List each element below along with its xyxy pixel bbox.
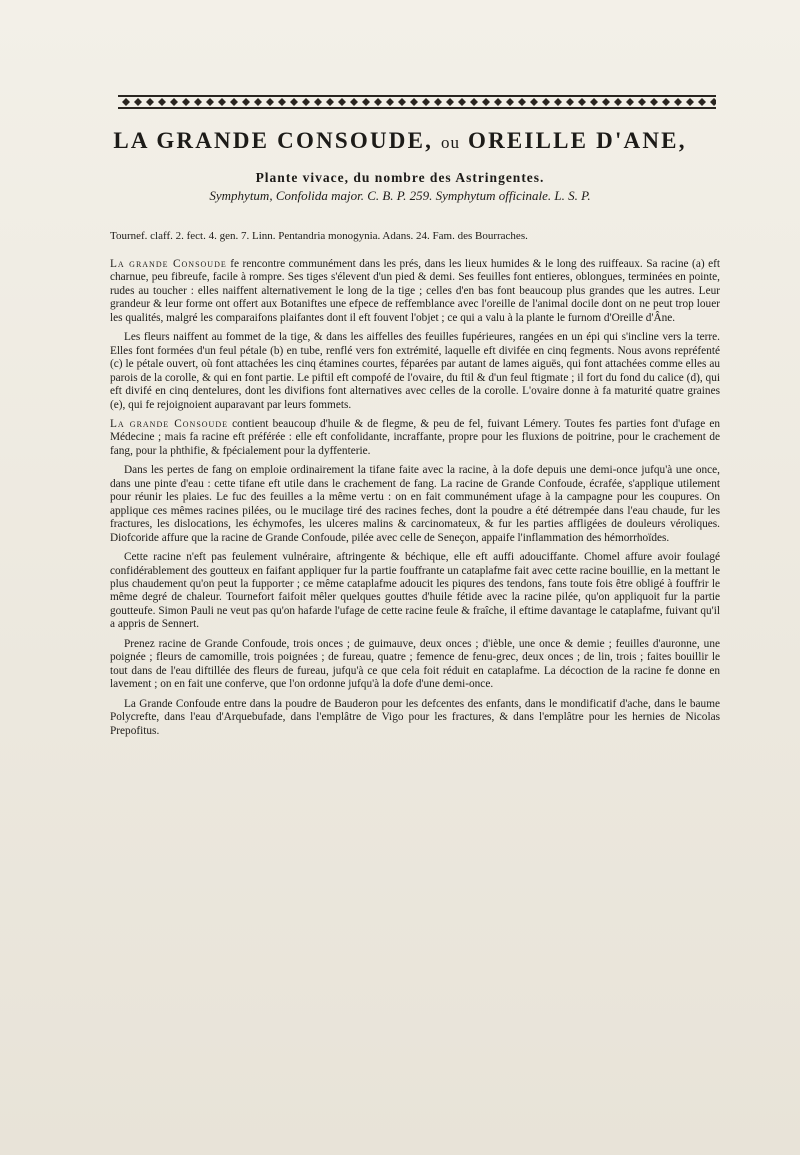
ornament-motif: [122, 98, 130, 106]
ornament-motif: [206, 98, 214, 106]
ornament-motif: [590, 98, 598, 106]
references-line: Tournef. claff. 2. fect. 4. gen. 7. Linn. Pentandria monogynia. Adans. 24. Fam. des Bourraches.: [110, 230, 528, 242]
ornament-motif: [674, 98, 682, 106]
ornament-motif: [614, 98, 622, 106]
ornament-motif: [302, 98, 310, 106]
ornament-motif: [194, 98, 202, 106]
body-paragraph: [110, 638, 720, 692]
ornament-motif: [314, 98, 322, 106]
paragraph-text: Cette racine n'eft pas feulement vulnéraire, aftringente & béchique, elle eft auffi adouciffante. Chomel affure avoir foulagé confidérablement des goutteux en faifant appliquer fur la partie fouffrante un cataplafme fait avec cette racine bouillie, en la mettant le plus chaudement qu'on peut la fupporter ; ce même cataplafme adoucit les piqures des tendons, fans toute fois être obligé à fouffrir le même degré de chaleur. Tournefort faifoit mêler quelques gouttes d'huile fétide avec la racine pilée, qu'on appliquoit fur la partie goutteufe. Simon Pauli ne veut pas qu'on hafarde l'ufage de cette racine feule & fraîche, il eftime davantage le cataplafme, fuivant qu'il a appris de Sennert.: [110, 551, 720, 631]
ornament-motif: [362, 98, 370, 106]
ornament-motif: [326, 98, 334, 106]
ornament-motif: [506, 98, 514, 106]
paragraph-text: fe rencontre communément dans les prés, dans les lieux humides & le long des ruiffeaux. Sa racine (a) eft charnue, peu fibreufe, facile à rompre. Ses tiges s'élevent d'un pied & demi. Ses feuilles font entieres, oblongues, terminées en pointe, rudes au toucher : elles naiffent alternativement le long de la tige ; celles d'en bas font beaucoup plus grandes que les autres. Leur grandeur & leur forme ont offert aux Botaniftes une efpece de reffemblance avec l'oreille de l'animal docile dont on ne peut trop louer les qualités, malgré les comparaifons plaifantes dont il eft fouvent l'objet ; ce qui a valu à la plante le furnom d'Oreille d'Âne.: [110, 258, 720, 324]
ornament-motif: [518, 98, 526, 106]
synonyms-line: Symphytum, Confolida major. C. B. P. 259. Symphytum officinale. L. S. P.: [209, 188, 591, 203]
ornament-motif: [638, 98, 646, 106]
ornament-motif: [446, 98, 454, 106]
ornament-motif: [134, 98, 142, 106]
ornament-motif: [698, 98, 706, 106]
ornament-motif: [410, 98, 418, 106]
ornament-motif: [422, 98, 430, 106]
paragraph-text: Dans les pertes de fang on emploie ordinairement la tifane faite avec la racine, à la dofe depuis une demi-once jufqu'à une once, dans une pinte d'eau : cette tifane eft utile dans le crachement de fang. La racine de Grande Confoude, écrafée, s'applique utilement pour réunir les plaies. Le fuc des feuilles a la même vertu : on en fait communément ufage à la campagne pour les coupures. On applique ces mêmes racines pilées, ou le mucilage tiré des racines feches, dont la poudre a été détrempée dans l'eau chaude, fur les fractures, les dislocations, les échymofes, les ulceres malins & carcinomateux, & fur les parties affligées de douleurs véroliques. Diofcoride affure que la racine de Grande Confoude, pilée avec celle de Seneçon, appaife l'inflammation des hémorrhoïdes.: [110, 464, 720, 544]
ornament-motif: [242, 98, 250, 106]
ornament-motif: [542, 98, 550, 106]
ornament-motif: [554, 98, 562, 106]
ornament-motif: [530, 98, 538, 106]
title-or: ou: [441, 133, 461, 152]
body-paragraph: [110, 551, 720, 632]
ornament-motif: [230, 98, 238, 106]
ornament-motif: [470, 98, 478, 106]
body-paragraph: [110, 418, 720, 458]
body-paragraph: [110, 331, 720, 412]
paragraph-text: La Grande Confoude entre dans la poudre de Bauderon pour les defcentes des enfants, dans le mondificatif d'ache, dans le baume Polycrefte, dans l'eau d'Arquebufade, dans l'emplâtre de Vigo pour les fractures, & dans l'emplâtre pour les hernies de Nicolas Prepofitus.: [110, 697, 720, 737]
ornament-motif: [278, 98, 286, 106]
ornament-motif: [266, 98, 274, 106]
ornament-motif: [482, 98, 490, 106]
ornament-motif: [650, 98, 658, 106]
ornamental-border: [118, 92, 716, 112]
page-title: [0, 128, 800, 154]
paragraph-text: Les fleurs naiffent au fommet de la tige, & dans les aiffelles des feuilles fupérieures, rangées en un épi qui s'incline vers la terre. Elles font formées d'un feul pétale (b) en tube, renflé vers fon extrémité, laquelle eft divifée en cinq fegments. Nous avons repréfenté (c) le pétale ouvert, où font attachées les cinq étamines courtes, féparées par autant de lames aiguës, qui font attachées comme elles au parois de la corolle, & qui en font partie. Le piftil eft compofé de l'ovaire, du ftil & d'un feul ftigmate ; il fort du fond du calice (d), qui eft divifé en cinq dentelures, dont les divifions font alternatives avec celles de la corolle. L'ovaire donne à fa maturité quatre graines (e), qui fe rejoignoient auparavant par leurs fommets.: [110, 331, 720, 411]
ornament-motif: [218, 98, 226, 106]
body-paragraph: [110, 258, 720, 325]
title-alternate: OREILLE D'ANE,: [467, 128, 687, 153]
ornament-motif: [686, 98, 694, 106]
ornament-motif: [458, 98, 466, 106]
paragraph-lead: La grande Consoude: [110, 417, 228, 430]
ornament-motif: [158, 98, 166, 106]
ornament-motif: [602, 98, 610, 106]
ornament-motif: [374, 98, 382, 106]
ornament-motif: [662, 98, 670, 106]
paragraph-lead: La grande Consoude: [110, 258, 227, 270]
plant-subtitle: Plante vivace, du nombre des Astringentes.: [255, 170, 545, 185]
body-paragraph: [110, 698, 720, 738]
ornament-motif: [254, 98, 262, 106]
article-body: [110, 258, 720, 744]
ornament-motif: [182, 98, 190, 106]
ornament-motif: [398, 98, 406, 106]
title-main: LA GRANDE CONSOUDE,: [113, 128, 434, 153]
body-paragraph: [110, 464, 720, 545]
paragraph-text: contient beaucoup d'huile & de flegme, & peu de fel, fuivant Lémery. Toutes fes parties font d'ufage en Médecine ; mais fa racine eft préférée : elle eft confolidante, incraffante, propre pour les fluxions de poitrine, pour le crachement de fang, pour la phthifie, & fpécialement pour la dyffenterie.: [110, 417, 720, 457]
ornament-motif: [386, 98, 394, 106]
paragraph-text: Prenez racine de Grande Confoude, trois onces ; de guimauve, deux onces ; d'ièble, une once & demie ; feuilles d'auronne, une poignée ; fleurs de camomille, trois poignées ; de fureau, quatre ; femence de fenu-grec, deux onces ; de lin, trois ; faites bouillir le tout dans de l'eau diftillée des fleurs de fureau, jufqu'à ce que cela foit réduit en cataplafme. La décoction de la racine fe donne en lavement ; on en fait une conferve, que l'on ordonne jufqu'à la dofe d'une demi-once.: [110, 637, 720, 691]
ornament-motif: [170, 98, 178, 106]
ornament-motif: [566, 98, 574, 106]
ornament-motif: [578, 98, 586, 106]
ornament-motif: [626, 98, 634, 106]
ornament-motif: [338, 98, 346, 106]
ornament-motif: [434, 98, 442, 106]
ornament-motif: [146, 98, 154, 106]
ornament-motif: [350, 98, 358, 106]
ornament-motif: [494, 98, 502, 106]
ornament-motif: [710, 98, 716, 106]
ornament-motif: [290, 98, 298, 106]
